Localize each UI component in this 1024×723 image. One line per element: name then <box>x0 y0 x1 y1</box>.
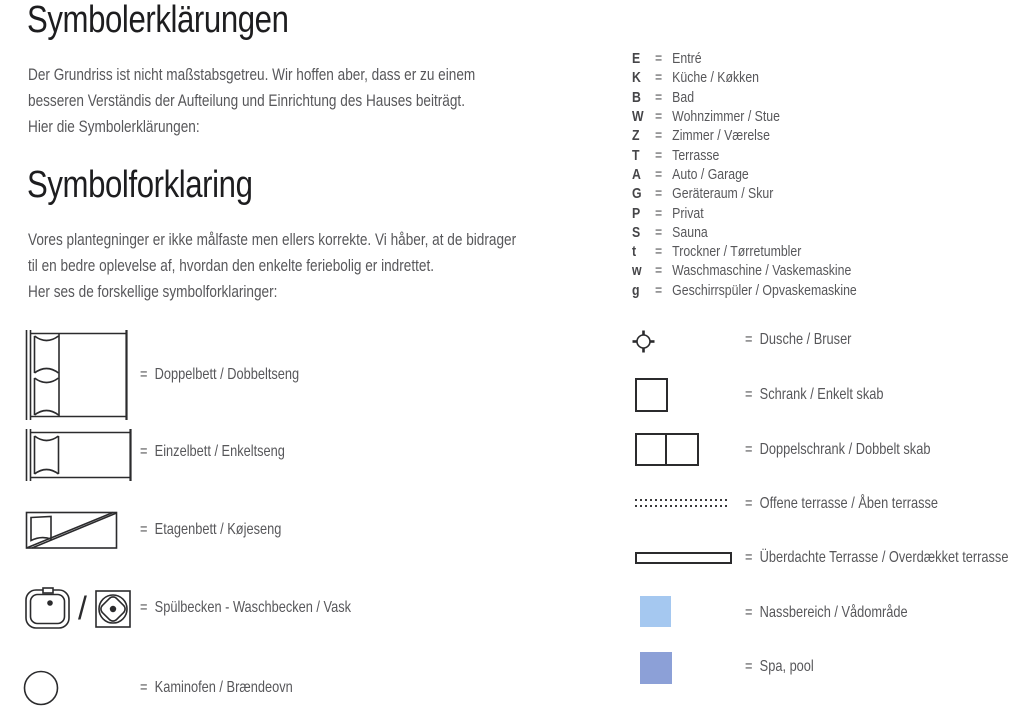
equals-sign: = <box>654 88 663 106</box>
german-intro-line: besseren Verständis der Aufteilung und Einrichtung des Hauses beiträgt. <box>28 91 465 110</box>
equals-sign: = <box>140 679 148 696</box>
legend-room-name: Küche / Køkken <box>672 69 760 87</box>
washbasin-icon <box>93 584 133 632</box>
wet-area-swatch <box>640 596 671 627</box>
equals-sign: = <box>745 441 753 458</box>
danish-title: Symbolforklaring <box>27 164 253 206</box>
equals-sign: = <box>654 127 663 145</box>
symbol-label: = Doppelbett / Dobbeltseng <box>140 366 300 383</box>
symbol-label: = Etagenbett / Køjeseng <box>140 521 282 538</box>
legend-room-name: Geräteraum / Skur <box>672 185 774 203</box>
wood-stove-icon <box>22 668 62 708</box>
equals-sign: = <box>140 366 148 383</box>
equals-sign: = <box>654 69 663 87</box>
cabinet-icon <box>635 378 668 412</box>
legend-letter: g <box>632 281 640 299</box>
equals-sign: = <box>654 243 663 261</box>
legend-row <box>632 165 857 184</box>
sink-icons-group <box>24 584 133 632</box>
equals-sign: = <box>745 658 753 675</box>
equals-sign: = <box>654 165 663 183</box>
spa-pool-swatch <box>640 652 672 684</box>
equals-sign: = <box>654 50 663 68</box>
equals-sign: = <box>140 521 148 538</box>
german-title: Symbolerklärungen <box>27 0 289 41</box>
cabinet-divider-line <box>637 435 667 464</box>
legend-letter: P <box>632 204 641 222</box>
danish-intro <box>28 227 516 305</box>
legend-room-name: Terrasse <box>672 146 720 164</box>
legend-room-name: Wohnzimmer / Stue <box>672 108 780 126</box>
danish-intro-line: Vores plantegninger er ikke målfaste men ellers korrekte. Vi håber, at de bidrager <box>28 230 517 249</box>
equals-sign: = <box>140 599 148 616</box>
symbol-label: = Doppelschrank / Dobbelt skab <box>745 441 931 458</box>
legend-row <box>632 107 857 126</box>
legend-row <box>632 261 857 280</box>
symbol-label: = Offene terrasse / Åben terrasse <box>745 495 939 512</box>
symbol-label: = Spülbecken - Waschbecken / Vask <box>140 599 352 616</box>
legend-row <box>632 126 857 145</box>
equals-sign: = <box>745 549 753 566</box>
symbol-label: = Einzelbett / Enkeltseng <box>140 443 285 460</box>
covered-terrace-icon <box>635 552 732 564</box>
equals-sign: = <box>745 331 753 348</box>
legend-room-name: Bad <box>672 88 695 106</box>
legend-letter: A <box>632 165 641 183</box>
symbol-label: = Spa, pool <box>745 658 814 675</box>
german-intro-line: Der Grundriss ist nicht maßstabsgetreu. Wir hoffen aber, dass er zu einem <box>28 65 476 84</box>
danish-intro-line: Her ses de forskellige symbolforklaringer: <box>28 282 278 301</box>
legend-letter: E <box>632 50 641 68</box>
legend-letter: Z <box>632 127 640 145</box>
bunk-bed-icon <box>24 506 120 554</box>
equals-sign: = <box>654 281 663 299</box>
equals-sign: = <box>745 604 753 621</box>
german-intro <box>28 62 475 140</box>
symbol-label: = Überdachte Terrasse / Overdækket terrasse <box>745 549 1009 566</box>
shower-icon <box>632 330 655 353</box>
legend-row <box>632 145 857 164</box>
legend-letter: w <box>632 262 642 280</box>
equals-sign: = <box>140 443 148 460</box>
german-intro-line: Hier die Symbolerklärungen: <box>28 117 200 136</box>
equals-sign: = <box>745 386 753 403</box>
legend-room-name: Entré <box>672 50 702 68</box>
equals-sign: = <box>654 204 663 222</box>
legend-letter: B <box>632 88 641 106</box>
equals-sign: = <box>654 146 663 164</box>
legend-row <box>632 68 857 87</box>
legend-row <box>632 223 857 242</box>
legend-row <box>632 281 857 300</box>
equals-sign: = <box>654 185 663 203</box>
double-bed-icon <box>22 328 132 422</box>
legend-room-name: Sauna <box>672 223 708 241</box>
equals-sign: = <box>654 262 663 280</box>
legend-room-name: Trockner / Tørretumbler <box>672 243 802 261</box>
symbol-label: = Nassbereich / Vådområde <box>745 604 908 621</box>
symbol-label: = Dusche / Bruser <box>745 331 852 348</box>
legend-room-name: Geschirrspüler / Opvaskemaskine <box>672 281 857 299</box>
legend-room-name: Auto / Garage <box>672 165 749 183</box>
danish-intro-line: til en bedre oplevelse af, hvordan den enkelte feriebolig er indrettet. <box>28 256 434 275</box>
legend-letter: S <box>632 223 641 241</box>
open-terrace-icon <box>635 499 730 508</box>
equals-sign: = <box>654 223 663 241</box>
equals-sign: = <box>745 495 753 512</box>
room-letter-legend <box>632 49 857 300</box>
legend-letter: W <box>632 108 644 126</box>
legend-letter: K <box>632 69 641 87</box>
legend-row <box>632 203 857 222</box>
symbol-label: = Schrank / Enkelt skab <box>745 386 884 403</box>
legend-room-name: Zimmer / Værelse <box>672 127 770 145</box>
single-bed-icon <box>22 426 136 484</box>
legend-room-name: Privat <box>672 204 704 222</box>
legend-room-name: Waschmaschine / Vaskemaskine <box>672 262 852 280</box>
kitchen-sink-icon <box>24 584 72 632</box>
legend-letter: G <box>632 185 642 203</box>
legend-row <box>632 184 857 203</box>
equals-sign: = <box>654 108 663 126</box>
legend-row <box>632 49 857 68</box>
slash-divider: / <box>78 590 87 626</box>
legend-row <box>632 88 857 107</box>
legend-row <box>632 242 857 261</box>
symbol-label: = Kaminofen / Brændeovn <box>140 679 293 696</box>
double-cabinet-icon <box>635 433 699 466</box>
legend-letter: t <box>632 243 637 261</box>
legend-letter: T <box>632 146 640 164</box>
